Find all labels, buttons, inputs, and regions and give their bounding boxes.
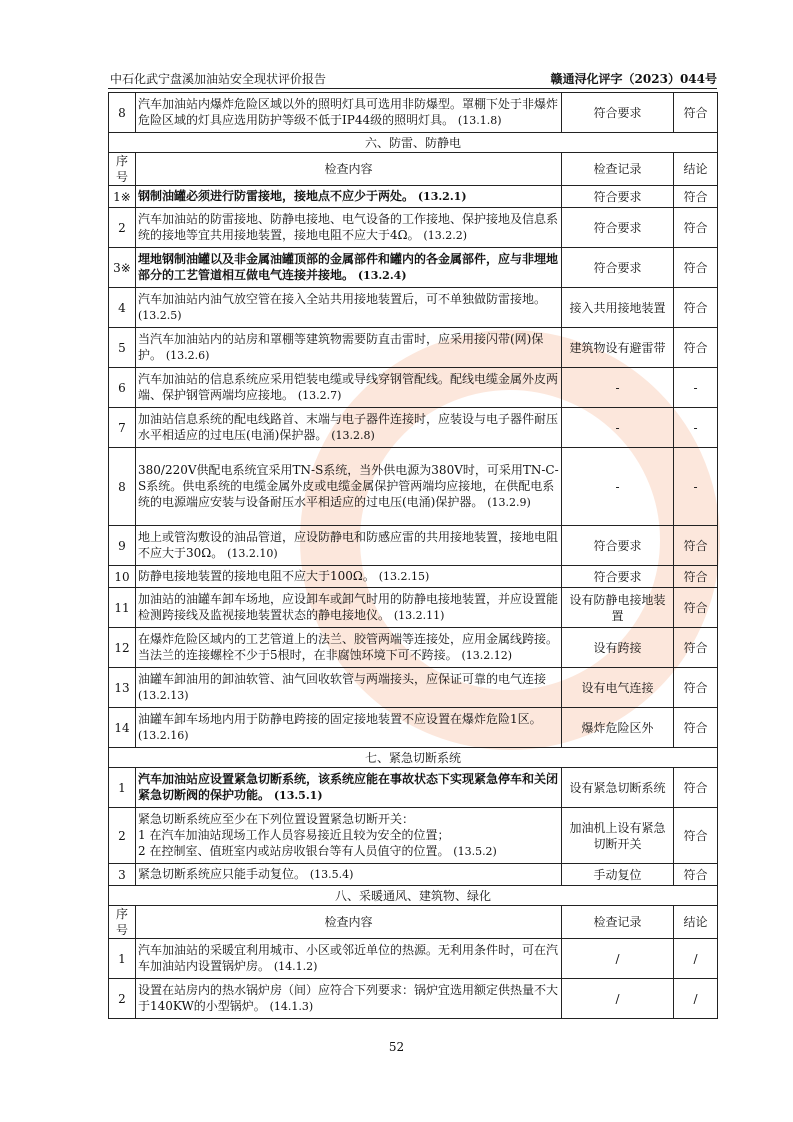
header-record: 检查记录: [562, 906, 674, 939]
item-num: 2: [109, 979, 136, 1019]
table-row: [109, 768, 718, 808]
item-text: 汽车加油站的信息系统应采用铠装电缆或导线穿钢管配线。配线电缆金属外皮两端、保护钢管两端均应接地。: [138, 372, 559, 402]
table-row: [109, 526, 718, 566]
table-row: [109, 864, 718, 886]
item-ref: (14.1.3): [269, 1000, 314, 1013]
inspection-table: [108, 92, 718, 1019]
item-text: 汽车加油站的采暖宜利用城市、小区或邻近单位的热源。无利用条件时，可在汽车加油站内设置锅炉房。: [138, 943, 559, 973]
header-num: 序号: [109, 906, 136, 939]
item-content: [136, 408, 562, 448]
table-row: [109, 208, 718, 248]
item-conclusion: 符合: [674, 668, 718, 708]
item-conclusion: -: [674, 448, 718, 526]
item-ref: (13.1.8): [457, 114, 502, 127]
header-content: 检查内容: [136, 153, 562, 186]
item-record: 手动复位: [562, 864, 674, 886]
item-conclusion: 符合: [674, 808, 718, 864]
table-row: [109, 248, 718, 288]
item-conclusion: /: [674, 939, 718, 979]
item-text: 紧急切断系统应至少在下列位置设置紧急切断开关：: [138, 812, 415, 826]
item-text: 加油站信息系统的配电线路首、末端与电子器件连接时，应装设与电子器件耐压水平相适应的过电压(电涌)保护器。: [138, 412, 559, 442]
table-row: [109, 288, 718, 328]
page-number: 52: [388, 1040, 405, 1054]
item-text: 油罐车卸油用的卸油软管、油气回收软管与两端接头，应保证可靠的电气连接: [138, 672, 547, 686]
item-conclusion: 符合: [674, 208, 718, 248]
item-num: 1: [109, 768, 136, 808]
table-row: [109, 368, 718, 408]
item-text: 埋地钢制油罐以及非金属油罐顶部的金属部件和罐内的各金属部件，应与非埋地部分的工艺管道相互做电气连接并接地。: [138, 252, 559, 282]
item-ref: (13.5.1): [273, 789, 323, 802]
section-title: 七、紧急切断系统: [109, 748, 718, 768]
item-ref: (13.2.12): [461, 649, 513, 662]
item-text: 380/220V供配电系统宜采用TN-S系统，当外供电源为380V时，可采用TN-C-S系统。供电系统的电缆金属外皮或电缆金属保护管两端均应接地，在供配电系统的电源端应安装与设备耐压水平相适应的过电压(电涌)保护器。: [138, 463, 559, 509]
item-content: [136, 208, 562, 248]
item-ref: (13.2.11): [393, 609, 445, 622]
item-record: 符合要求: [562, 566, 674, 588]
item-content: [136, 979, 562, 1019]
item-num: 1: [109, 939, 136, 979]
item-subline: 1 在汽车加油站现场工作人员容易接近且较为安全的位置；: [138, 828, 450, 842]
item-num: 1※: [109, 186, 136, 208]
header-content: 检查内容: [136, 906, 562, 939]
item-record: 设有防静电接地装置: [562, 588, 674, 628]
item-num: 13: [109, 668, 136, 708]
item-ref: (13.2.5): [138, 309, 182, 322]
item-num: 3※: [109, 248, 136, 288]
item-content: [136, 588, 562, 628]
item-text: 钢制油罐必须进行防雷接地，接地点不应少于两处。: [138, 189, 415, 203]
item-text: 油罐车卸车场地内用于防静电跨接的固定接地装置不应设置在爆炸危险1区。: [138, 712, 542, 726]
item-content: [136, 864, 562, 886]
item-ref: (13.2.1): [417, 190, 467, 203]
section-row: [109, 886, 718, 906]
item-record: 设有紧急切断系统: [562, 768, 674, 808]
item-conclusion: 符合: [674, 328, 718, 368]
item-content: [136, 328, 562, 368]
item-content: [136, 939, 562, 979]
item-num: 4: [109, 288, 136, 328]
item-ref: (13.2.9): [487, 496, 531, 509]
item-record: 符合要求: [562, 526, 674, 566]
item-content: [136, 368, 562, 408]
item-record: -: [562, 448, 674, 526]
item-conclusion: 符合: [674, 93, 718, 133]
item-content: [136, 708, 562, 748]
item-content: [136, 808, 562, 864]
header-conclusion: 结论: [674, 153, 718, 186]
item-content: [136, 628, 562, 668]
item-num: 5: [109, 328, 136, 368]
section-title: 六、防雷、防静电: [109, 133, 718, 153]
header-conclusion: 结论: [674, 906, 718, 939]
section-row: [109, 748, 718, 768]
item-conclusion: 符合: [674, 588, 718, 628]
item-record: 符合要求: [562, 186, 674, 208]
item-num: 11: [109, 588, 136, 628]
table-row: [109, 186, 718, 208]
item-content: [136, 186, 562, 208]
item-record: /: [562, 939, 674, 979]
item-record: 建筑物设有避雷带: [562, 328, 674, 368]
item-subline: 2 在控制室、值班室内或站房收银台等有人员值守的位置。: [138, 844, 450, 858]
header-num: 序号: [109, 153, 136, 186]
table-row: [109, 808, 718, 864]
item-conclusion: 符合: [674, 768, 718, 808]
table-row: [109, 588, 718, 628]
item-ref: (13.2.4): [357, 269, 407, 282]
table-row: [109, 448, 718, 526]
item-record: 符合要求: [562, 248, 674, 288]
item-text: 汽车加油站内爆炸危险区域以外的照明灯具可选用非防爆型。罩棚下处于非爆炸危险区域的灯具应选用防护等级不低于IP44级的照明灯具。: [138, 97, 559, 127]
item-num: 2: [109, 808, 136, 864]
item-conclusion: 符合: [674, 708, 718, 748]
item-record: 设有电气连接: [562, 668, 674, 708]
item-text: 汽车加油站应设置紧急切断系统，该系统应能在事故状态下实现紧急停车和关闭紧急切断阀的保护功能。: [138, 772, 559, 802]
header-record: 检查记录: [562, 153, 674, 186]
table-row: [109, 93, 718, 133]
item-record: -: [562, 368, 674, 408]
item-num: 3: [109, 864, 136, 886]
item-conclusion: -: [674, 408, 718, 448]
table-row: [109, 328, 718, 368]
item-num: 2: [109, 208, 136, 248]
item-record: 设有跨接: [562, 628, 674, 668]
item-num: 7: [109, 408, 136, 448]
item-content: [136, 668, 562, 708]
item-conclusion: 符合: [674, 288, 718, 328]
table-header-row: [109, 153, 718, 186]
item-text: 紧急切断系统应只能手动复位。: [138, 867, 307, 881]
item-text: 加油站的油罐车卸车场地，应设卸车或卸气时用的防静电接地装置，并应设置能检测跨接线及监视接地装置状态的静电接地仪。: [138, 592, 559, 622]
item-record: 爆炸危险区外: [562, 708, 674, 748]
item-text: 地上或管沟敷设的油品管道，应设防静电和防感应雷的共用接地装置，接地电阻不应大于30Ω。: [138, 530, 559, 560]
item-conclusion: -: [674, 368, 718, 408]
item-ref: (13.2.13): [138, 689, 189, 702]
item-conclusion: 符合: [674, 566, 718, 588]
item-ref: (13.2.6): [165, 349, 210, 362]
item-ref: (14.1.2): [273, 960, 318, 973]
table-row: [109, 408, 718, 448]
table-row: [109, 668, 718, 708]
table-row: [109, 708, 718, 748]
item-record: /: [562, 979, 674, 1019]
table-row: [109, 979, 718, 1019]
item-content: [136, 768, 562, 808]
table-row: [109, 628, 718, 668]
item-content: [136, 566, 562, 588]
item-ref: (13.2.7): [297, 389, 342, 402]
table-header-row: [109, 906, 718, 939]
section-title: 八、采暖通风、建筑物、绿化: [109, 886, 718, 906]
item-conclusion: 符合: [674, 628, 718, 668]
item-text: 设置在站房内的热水锅炉房（间）应符合下列要求：锅炉宜选用额定供热量不大于140KW的小型锅炉。: [138, 983, 559, 1013]
item-num: 12: [109, 628, 136, 668]
item-conclusion: 符合: [674, 864, 718, 886]
table-row: [109, 939, 718, 979]
item-num: 9: [109, 526, 136, 566]
item-ref: (13.2.10): [227, 547, 278, 560]
item-ref: (13.2.2): [423, 229, 467, 242]
item-text: 汽车加油站的防雷接地、防静电接地、电气设备的工作接地、保护接地及信息系统的接地等宜共用接地装置，接地电阻不应大于4Ω。: [138, 212, 559, 242]
item-conclusion: 符合: [674, 248, 718, 288]
item-record: 符合要求: [562, 93, 674, 133]
table-row: [109, 566, 718, 588]
page-header: [108, 70, 717, 89]
item-record: -: [562, 408, 674, 448]
item-ref: (13.2.15): [378, 570, 430, 583]
item-num: 8: [109, 93, 136, 133]
item-text: 在爆炸危险区域内的工艺管道上的法兰、胶管两端等连接处，应用金属线跨接。当法兰的连接螺栓不少于5根时，在非腐蚀环境下可不跨接。: [138, 632, 559, 662]
item-ref: (13.2.8): [331, 429, 375, 442]
item-num: 8: [109, 448, 136, 526]
item-content: [136, 526, 562, 566]
item-num: 10: [109, 566, 136, 588]
item-content: [136, 288, 562, 328]
item-conclusion: /: [674, 979, 718, 1019]
item-text: 汽车加油站内油气放空管在接入全站共用接地装置后，可不单独做防雷接地。: [138, 292, 547, 306]
item-ref: (13.5.4): [309, 868, 354, 881]
item-ref: (13.2.16): [138, 729, 189, 742]
item-content: [136, 448, 562, 526]
report-title: 中石化武宁盘溪加油站安全现状评价报告: [110, 72, 327, 86]
item-record: 加油机上设有紧急切断开关: [562, 808, 674, 864]
item-text: 当汽车加油站内的站房和罩棚等建筑物需要防直击雷时，应采用接闪带(网)保护。: [138, 332, 544, 362]
item-conclusion: 符合: [674, 186, 718, 208]
section-row: [109, 133, 718, 153]
item-ref: (13.5.2): [453, 845, 497, 858]
item-text: 防静电接地装置的接地电阻不应大于100Ω。: [138, 569, 375, 583]
report-number: 赣通浔化评字（2023）044号: [550, 72, 717, 86]
item-content: [136, 248, 562, 288]
item-conclusion: 符合: [674, 526, 718, 566]
item-content: [136, 93, 562, 133]
item-record: 接入共用接地装置: [562, 288, 674, 328]
item-num: 6: [109, 368, 136, 408]
item-num: 14: [109, 708, 136, 748]
item-record: 符合要求: [562, 208, 674, 248]
